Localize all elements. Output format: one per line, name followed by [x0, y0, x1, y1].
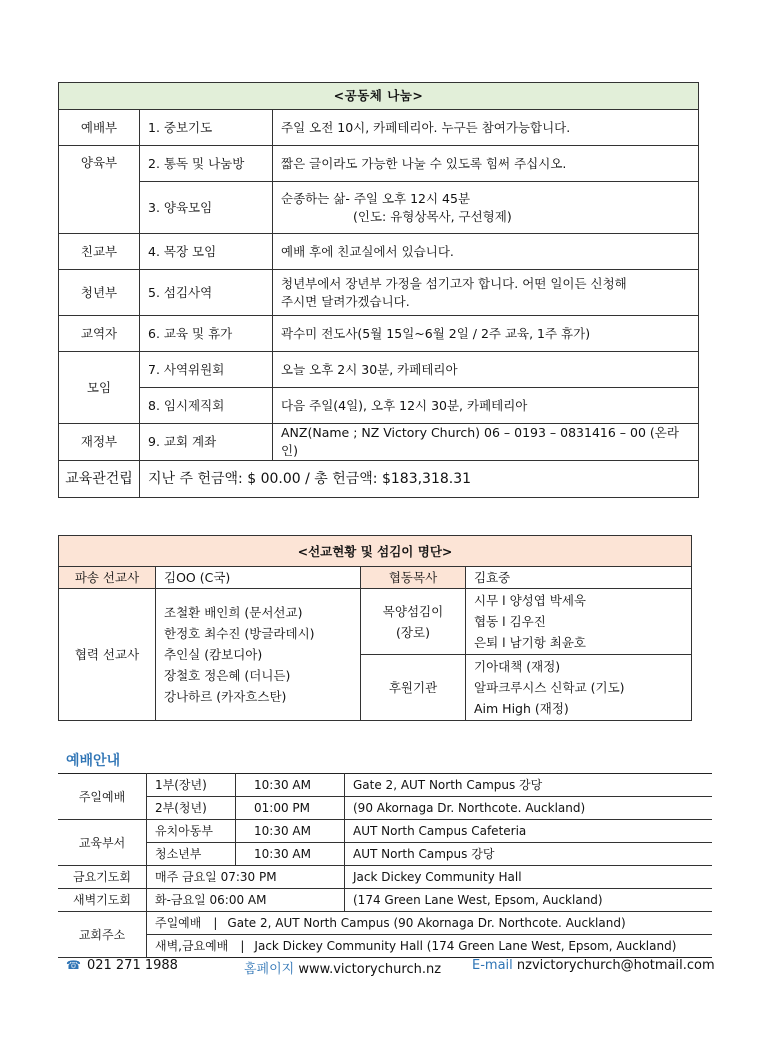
- sunday-worship-label: 주일예배: [58, 774, 147, 820]
- content-line: 순종하는 삶- 주일 오후 12시 45분: [281, 190, 471, 206]
- item-content: 예배 후에 친교실에서 있습니다.: [273, 234, 699, 270]
- address-service: 새벽,금요예배: [155, 939, 229, 953]
- partner-list: [156, 589, 361, 721]
- dept-pastor: 교역자: [59, 316, 140, 352]
- elders-label-line: (장로): [396, 624, 430, 640]
- service-place: AUT North Campus 강당: [345, 843, 713, 866]
- item-content: ANZ(Name ; NZ Victory Church) 06 – 0193 – 0831416 – 00 (온라인): [273, 424, 699, 461]
- service-name: 2부(청년): [147, 797, 236, 820]
- friday-prayer-label: 금요기도회: [58, 866, 147, 889]
- sponsor-list: [466, 655, 692, 721]
- partner-item: 조철환 배인희 (문서선교): [164, 605, 303, 620]
- homepage-link[interactable]: www.victorychurch.nz: [298, 962, 442, 977]
- item-content: 다음 주일(4일), 오후 12시 30분, 카페테리아: [273, 388, 699, 424]
- sponsor-item: 알파크루시스 신학교 (기도): [474, 680, 625, 695]
- item-label: 3. 양육모임: [140, 182, 273, 234]
- mission-title: <선교현황 및 섬김이 명단>: [59, 536, 692, 567]
- address-line: [147, 935, 713, 958]
- service-name: 1부(장년): [147, 774, 236, 797]
- partner-item: 추인실 (캄보디아): [164, 647, 263, 662]
- sent-missionary-value: 김OO (C국): [156, 567, 361, 589]
- phone-number: 021 271 1988: [86, 958, 178, 973]
- item-content: [273, 270, 699, 316]
- item-content: 짧은 글이라도 가능한 나눌 수 있도록 힘써 주십시오.: [273, 146, 699, 182]
- associate-pastor-label: 협동목사: [361, 567, 466, 589]
- item-label: 6. 교육 및 휴가: [140, 316, 273, 352]
- service-time: 10:30 AM: [236, 774, 345, 797]
- item-label: 5. 섬김사역: [140, 270, 273, 316]
- sponsor-item: Aim High (재정): [474, 701, 569, 716]
- homepage: [244, 958, 441, 977]
- email-label: E-mail: [472, 958, 513, 973]
- partner-missionary-label: 협력 선교사: [59, 589, 156, 721]
- item-content: [273, 182, 699, 234]
- item-label: 1. 중보기도: [140, 110, 273, 146]
- building-content: 지난 주 헌금액: $ 00.00 / 총 헌금액: $183,318.31: [140, 461, 699, 498]
- partner-item: 한정호 최수진 (방글라데시): [164, 626, 315, 641]
- education-label: 교육부서: [58, 820, 147, 866]
- community-table: [58, 82, 699, 498]
- service-place: Gate 2, AUT North Campus 강당: [345, 774, 713, 797]
- item-label: 9. 교회 계좌: [140, 424, 273, 461]
- content-line: 주시면 달려가겠습니다.: [281, 293, 410, 309]
- sponsor-item: 기아대책 (재정): [474, 659, 561, 674]
- church-address-label: 교회주소: [58, 912, 147, 958]
- address-place: Jack Dickey Community Hall (174 Green Lane West, Epsom, Auckland): [254, 939, 677, 953]
- phone-icon: ☎: [66, 958, 81, 972]
- homepage-label: 홈페이지: [244, 962, 295, 977]
- dept-meeting: 모임: [59, 352, 140, 424]
- email: [472, 958, 715, 973]
- worship-guide-title: 예배안내: [66, 753, 121, 769]
- service-name: 유치아동부: [147, 820, 236, 843]
- elder-item: 시무 l 양성엽 박세욱: [474, 593, 586, 608]
- partner-item: 강나하르 (카자흐스탄): [164, 689, 287, 704]
- associate-pastor-value: 김효중: [466, 567, 692, 589]
- elders-label: [361, 589, 466, 655]
- dept-worship: 예배부: [59, 110, 140, 146]
- dawn-prayer-label: 새벽기도회: [58, 889, 147, 912]
- dept-building: 교육관건립: [59, 461, 140, 498]
- elder-item: 협동 l 김우진: [474, 614, 546, 629]
- sent-missionary-label: 파송 선교사: [59, 567, 156, 589]
- email-link[interactable]: nzvictorychurch@hotmail.com: [516, 958, 715, 973]
- elders-label-line: 목양섬김이: [382, 603, 444, 619]
- worship-table: [58, 773, 712, 958]
- dept-youth: 청년부: [59, 270, 140, 316]
- community-title: <공동체 나눔>: [59, 83, 699, 110]
- service-place: AUT North Campus Cafeteria: [345, 820, 713, 843]
- dept-fellowship: 친교부: [59, 234, 140, 270]
- elder-item: 은퇴 l 남기항 최윤호: [474, 635, 586, 650]
- address-line: [147, 912, 713, 935]
- dept-finance: 재정부: [59, 424, 140, 461]
- separator: |: [213, 916, 218, 930]
- service-time: 10:30 AM: [236, 843, 345, 866]
- service-place: (90 Akornaga Dr. Northcote. Auckland): [345, 797, 713, 820]
- item-content: 주일 오전 10시, 카페테리아. 누구든 참여가능합니다.: [273, 110, 699, 146]
- item-content: 곽수미 전도사(5월 15일~6월 2일 / 2주 교육, 1주 휴가): [273, 316, 699, 352]
- separator: |: [240, 939, 245, 953]
- address-service: 주일예배: [155, 916, 202, 930]
- service-name: 청소년부: [147, 843, 236, 866]
- item-label: 7. 사역위원회: [140, 352, 273, 388]
- elders-list: [466, 589, 692, 655]
- service-time: 10:30 AM: [236, 820, 345, 843]
- item-content: 오늘 오후 2시 30분, 카페테리아: [273, 352, 699, 388]
- service-place: Jack Dickey Community Hall: [345, 866, 713, 889]
- partner-item: 장철호 정은혜 (더니든): [164, 668, 291, 683]
- item-label: 4. 목장 모임: [140, 234, 273, 270]
- service-time: 매주 금요일 07:30 PM: [147, 866, 345, 889]
- mission-table: [58, 535, 692, 721]
- phone: [66, 958, 178, 973]
- content-line: 청년부에서 장년부 가정을 섬기고자 합니다. 어떤 일이든 신청해: [281, 275, 627, 291]
- item-label: 2. 통독 및 나눔방: [140, 146, 273, 182]
- service-place: (174 Green Lane West, Epsom, Auckland): [345, 889, 713, 912]
- content-line: (인도: 유형상목사, 구선형제): [353, 208, 512, 224]
- service-time: 01:00 PM: [236, 797, 345, 820]
- service-time: 화-금요일 06:00 AM: [147, 889, 345, 912]
- address-place: Gate 2, AUT North Campus (90 Akornaga Dr. Northcote. Auckland): [227, 916, 626, 930]
- sponsor-label: 후원기관: [361, 655, 466, 721]
- dept-nurture: 양육부: [59, 146, 140, 234]
- item-label: 8. 임시제직회: [140, 388, 273, 424]
